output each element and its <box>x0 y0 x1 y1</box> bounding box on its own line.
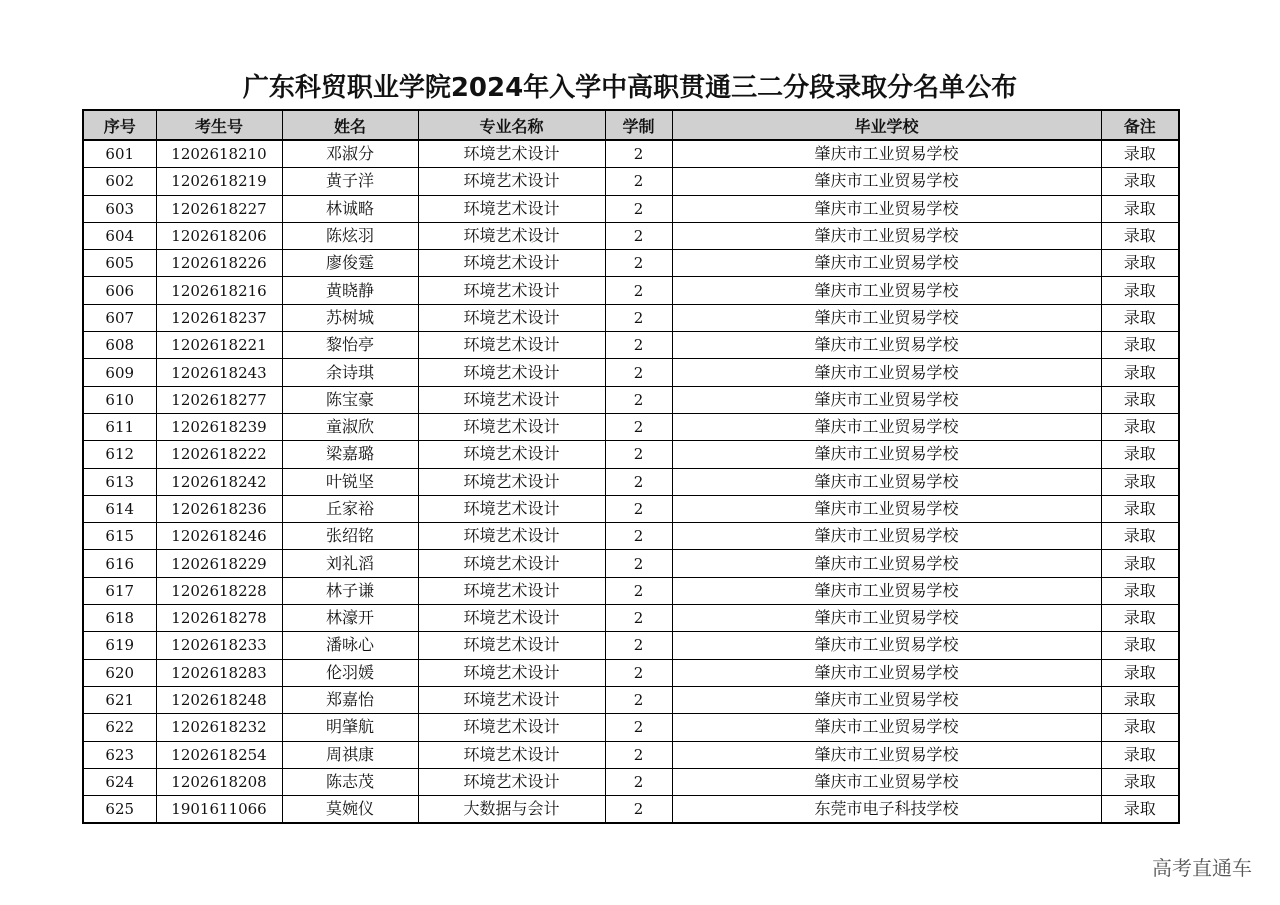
cell-duration: 2 <box>605 495 672 522</box>
cell-duration: 2 <box>605 332 672 359</box>
cell-seq: 616 <box>83 550 156 577</box>
cell-name: 陈炫羽 <box>282 222 418 249</box>
cell-major: 环境艺术设计 <box>418 577 605 604</box>
table-row <box>83 605 1179 632</box>
cell-remark: 录取 <box>1101 413 1179 440</box>
cell-school: 肇庆市工业贸易学校 <box>672 550 1101 577</box>
cell-exam-id: 1202618233 <box>156 632 282 659</box>
cell-name: 苏树城 <box>282 304 418 331</box>
cell-major: 环境艺术设计 <box>418 140 605 168</box>
cell-exam-id: 1202618237 <box>156 304 282 331</box>
cell-exam-id: 1202618277 <box>156 386 282 413</box>
cell-seq: 618 <box>83 605 156 632</box>
cell-exam-id: 1202618254 <box>156 741 282 768</box>
header-name: 姓名 <box>282 110 418 140</box>
cell-school: 肇庆市工业贸易学校 <box>672 577 1101 604</box>
cell-duration: 2 <box>605 468 672 495</box>
cell-remark: 录取 <box>1101 304 1179 331</box>
cell-remark: 录取 <box>1101 441 1179 468</box>
table-row <box>83 523 1179 550</box>
table-row <box>83 686 1179 713</box>
cell-name: 郑嘉怡 <box>282 686 418 713</box>
cell-major: 环境艺术设计 <box>418 277 605 304</box>
cell-exam-id: 1202618228 <box>156 577 282 604</box>
cell-duration: 2 <box>605 796 672 824</box>
cell-seq: 612 <box>83 441 156 468</box>
cell-duration: 2 <box>605 605 672 632</box>
cell-remark: 录取 <box>1101 686 1179 713</box>
cell-school: 肇庆市工业贸易学校 <box>672 168 1101 195</box>
cell-major: 环境艺术设计 <box>418 195 605 222</box>
cell-major: 环境艺术设计 <box>418 714 605 741</box>
cell-remark: 录取 <box>1101 577 1179 604</box>
cell-major: 环境艺术设计 <box>418 659 605 686</box>
table-row <box>83 659 1179 686</box>
document-title: 广东科贸职业学院2024年入学中高职贯通三二分段录取分名单公布 <box>242 73 1018 103</box>
cell-exam-id: 1202618216 <box>156 277 282 304</box>
cell-name: 邓淑分 <box>282 140 418 168</box>
cell-remark: 录取 <box>1101 359 1179 386</box>
cell-major: 环境艺术设计 <box>418 686 605 713</box>
cell-exam-id: 1202618206 <box>156 222 282 249</box>
table-row <box>83 550 1179 577</box>
watermark-text: 高考直通车 <box>1152 856 1252 880</box>
cell-remark: 录取 <box>1101 386 1179 413</box>
cell-exam-id: 1202618243 <box>156 359 282 386</box>
cell-remark: 录取 <box>1101 796 1179 824</box>
cell-exam-id: 1202618227 <box>156 195 282 222</box>
table-row <box>83 195 1179 222</box>
table-row <box>83 222 1179 249</box>
cell-remark: 录取 <box>1101 468 1179 495</box>
cell-exam-id: 1202618242 <box>156 468 282 495</box>
cell-duration: 2 <box>605 741 672 768</box>
cell-major: 环境艺术设计 <box>418 523 605 550</box>
table-row <box>83 768 1179 795</box>
cell-school: 肇庆市工业贸易学校 <box>672 659 1101 686</box>
cell-duration: 2 <box>605 140 672 168</box>
cell-major: 环境艺术设计 <box>418 222 605 249</box>
cell-school: 肇庆市工业贸易学校 <box>672 441 1101 468</box>
cell-seq: 602 <box>83 168 156 195</box>
header-seq: 序号 <box>83 110 156 140</box>
table-row <box>83 632 1179 659</box>
header-duration: 学制 <box>605 110 672 140</box>
cell-name: 莫婉仪 <box>282 796 418 824</box>
cell-seq: 609 <box>83 359 156 386</box>
cell-exam-id: 1202618208 <box>156 768 282 795</box>
cell-remark: 录取 <box>1101 332 1179 359</box>
cell-major: 环境艺术设计 <box>418 741 605 768</box>
cell-school: 肇庆市工业贸易学校 <box>672 632 1101 659</box>
cell-duration: 2 <box>605 550 672 577</box>
table-row <box>83 413 1179 440</box>
cell-exam-id: 1202618210 <box>156 140 282 168</box>
cell-seq: 615 <box>83 523 156 550</box>
cell-school: 肇庆市工业贸易学校 <box>672 140 1101 168</box>
cell-major: 环境艺术设计 <box>418 605 605 632</box>
cell-exam-id: 1202618229 <box>156 550 282 577</box>
cell-name: 林濠开 <box>282 605 418 632</box>
table-row <box>83 304 1179 331</box>
table-row <box>83 386 1179 413</box>
cell-name: 童淑欣 <box>282 413 418 440</box>
cell-duration: 2 <box>605 632 672 659</box>
cell-major: 环境艺术设计 <box>418 495 605 522</box>
cell-name: 廖俊霆 <box>282 250 418 277</box>
cell-duration: 2 <box>605 768 672 795</box>
cell-seq: 610 <box>83 386 156 413</box>
cell-school: 肇庆市工业贸易学校 <box>672 523 1101 550</box>
cell-duration: 2 <box>605 413 672 440</box>
cell-name: 明肇航 <box>282 714 418 741</box>
cell-school: 肇庆市工业贸易学校 <box>672 250 1101 277</box>
cell-duration: 2 <box>605 523 672 550</box>
header-remark: 备注 <box>1101 110 1179 140</box>
cell-duration: 2 <box>605 577 672 604</box>
cell-remark: 录取 <box>1101 250 1179 277</box>
header-major: 专业名称 <box>418 110 605 140</box>
cell-exam-id: 1901611066 <box>156 796 282 824</box>
cell-school: 肇庆市工业贸易学校 <box>672 277 1101 304</box>
cell-name: 黎怡亭 <box>282 332 418 359</box>
cell-name: 叶锐坚 <box>282 468 418 495</box>
cell-exam-id: 1202618222 <box>156 441 282 468</box>
cell-seq: 607 <box>83 304 156 331</box>
cell-major: 环境艺术设计 <box>418 168 605 195</box>
cell-remark: 录取 <box>1101 222 1179 249</box>
cell-duration: 2 <box>605 659 672 686</box>
cell-remark: 录取 <box>1101 605 1179 632</box>
cell-duration: 2 <box>605 250 672 277</box>
cell-major: 环境艺术设计 <box>418 250 605 277</box>
cell-remark: 录取 <box>1101 195 1179 222</box>
cell-duration: 2 <box>605 304 672 331</box>
cell-school: 肇庆市工业贸易学校 <box>672 768 1101 795</box>
cell-seq: 621 <box>83 686 156 713</box>
admission-table <box>82 109 1180 824</box>
cell-seq: 619 <box>83 632 156 659</box>
cell-remark: 录取 <box>1101 277 1179 304</box>
cell-name: 林子谦 <box>282 577 418 604</box>
cell-exam-id: 1202618239 <box>156 413 282 440</box>
cell-remark: 录取 <box>1101 741 1179 768</box>
cell-school: 肇庆市工业贸易学校 <box>672 222 1101 249</box>
table-row <box>83 741 1179 768</box>
cell-major: 环境艺术设计 <box>418 468 605 495</box>
cell-name: 伦羽媛 <box>282 659 418 686</box>
cell-major: 大数据与会计 <box>418 796 605 824</box>
cell-duration: 2 <box>605 686 672 713</box>
cell-major: 环境艺术设计 <box>418 632 605 659</box>
cell-seq: 603 <box>83 195 156 222</box>
cell-remark: 录取 <box>1101 140 1179 168</box>
cell-seq: 604 <box>83 222 156 249</box>
cell-duration: 2 <box>605 714 672 741</box>
cell-seq: 611 <box>83 413 156 440</box>
table-row <box>83 468 1179 495</box>
header-exam-id: 考生号 <box>156 110 282 140</box>
cell-name: 张绍铭 <box>282 523 418 550</box>
cell-duration: 2 <box>605 359 672 386</box>
cell-exam-id: 1202618278 <box>156 605 282 632</box>
cell-remark: 录取 <box>1101 550 1179 577</box>
table-row <box>83 140 1179 168</box>
cell-name: 梁嘉璐 <box>282 441 418 468</box>
cell-duration: 2 <box>605 277 672 304</box>
cell-name: 黄晓静 <box>282 277 418 304</box>
cell-seq: 601 <box>83 140 156 168</box>
cell-seq: 605 <box>83 250 156 277</box>
cell-school: 肇庆市工业贸易学校 <box>672 495 1101 522</box>
header-school: 毕业学校 <box>672 110 1101 140</box>
cell-school: 肇庆市工业贸易学校 <box>672 304 1101 331</box>
cell-remark: 录取 <box>1101 659 1179 686</box>
cell-exam-id: 1202618236 <box>156 495 282 522</box>
cell-major: 环境艺术设计 <box>418 768 605 795</box>
cell-name: 潘咏心 <box>282 632 418 659</box>
cell-seq: 617 <box>83 577 156 604</box>
cell-remark: 录取 <box>1101 632 1179 659</box>
cell-school: 肇庆市工业贸易学校 <box>672 413 1101 440</box>
cell-major: 环境艺术设计 <box>418 359 605 386</box>
cell-remark: 录取 <box>1101 523 1179 550</box>
cell-remark: 录取 <box>1101 495 1179 522</box>
cell-school: 肇庆市工业贸易学校 <box>672 359 1101 386</box>
cell-remark: 录取 <box>1101 768 1179 795</box>
cell-duration: 2 <box>605 222 672 249</box>
table-row <box>83 495 1179 522</box>
cell-school: 肇庆市工业贸易学校 <box>672 686 1101 713</box>
cell-name: 黄子洋 <box>282 168 418 195</box>
cell-name: 林诚略 <box>282 195 418 222</box>
cell-duration: 2 <box>605 386 672 413</box>
cell-name: 陈宝豪 <box>282 386 418 413</box>
table-row <box>83 277 1179 304</box>
cell-seq: 613 <box>83 468 156 495</box>
cell-major: 环境艺术设计 <box>418 550 605 577</box>
cell-duration: 2 <box>605 168 672 195</box>
cell-school: 肇庆市工业贸易学校 <box>672 386 1101 413</box>
cell-school: 肇庆市工业贸易学校 <box>672 195 1101 222</box>
cell-remark: 录取 <box>1101 168 1179 195</box>
table-row <box>83 332 1179 359</box>
cell-exam-id: 1202618221 <box>156 332 282 359</box>
cell-seq: 608 <box>83 332 156 359</box>
cell-school: 肇庆市工业贸易学校 <box>672 714 1101 741</box>
cell-school: 肇庆市工业贸易学校 <box>672 605 1101 632</box>
cell-major: 环境艺术设计 <box>418 386 605 413</box>
cell-seq: 622 <box>83 714 156 741</box>
cell-seq: 624 <box>83 768 156 795</box>
cell-remark: 录取 <box>1101 714 1179 741</box>
cell-exam-id: 1202618232 <box>156 714 282 741</box>
cell-name: 周祺康 <box>282 741 418 768</box>
cell-school: 东莞市电子科技学校 <box>672 796 1101 824</box>
cell-exam-id: 1202618246 <box>156 523 282 550</box>
cell-name: 丘家裕 <box>282 495 418 522</box>
cell-name: 陈志茂 <box>282 768 418 795</box>
cell-major: 环境艺术设计 <box>418 413 605 440</box>
table-row <box>83 250 1179 277</box>
cell-exam-id: 1202618283 <box>156 659 282 686</box>
table-row <box>83 441 1179 468</box>
cell-duration: 2 <box>605 441 672 468</box>
cell-seq: 625 <box>83 796 156 824</box>
table-row <box>83 359 1179 386</box>
cell-school: 肇庆市工业贸易学校 <box>672 468 1101 495</box>
table-header-row <box>83 110 1179 140</box>
cell-seq: 623 <box>83 741 156 768</box>
cell-school: 肇庆市工业贸易学校 <box>672 741 1101 768</box>
cell-seq: 614 <box>83 495 156 522</box>
table-row <box>83 714 1179 741</box>
table-row <box>83 796 1179 824</box>
cell-name: 刘礼滔 <box>282 550 418 577</box>
table-row <box>83 168 1179 195</box>
cell-major: 环境艺术设计 <box>418 441 605 468</box>
cell-seq: 620 <box>83 659 156 686</box>
cell-exam-id: 1202618226 <box>156 250 282 277</box>
cell-major: 环境艺术设计 <box>418 304 605 331</box>
cell-name: 余诗琪 <box>282 359 418 386</box>
cell-school: 肇庆市工业贸易学校 <box>672 332 1101 359</box>
cell-seq: 606 <box>83 277 156 304</box>
cell-exam-id: 1202618248 <box>156 686 282 713</box>
cell-exam-id: 1202618219 <box>156 168 282 195</box>
cell-major: 环境艺术设计 <box>418 332 605 359</box>
cell-duration: 2 <box>605 195 672 222</box>
table-row <box>83 577 1179 604</box>
